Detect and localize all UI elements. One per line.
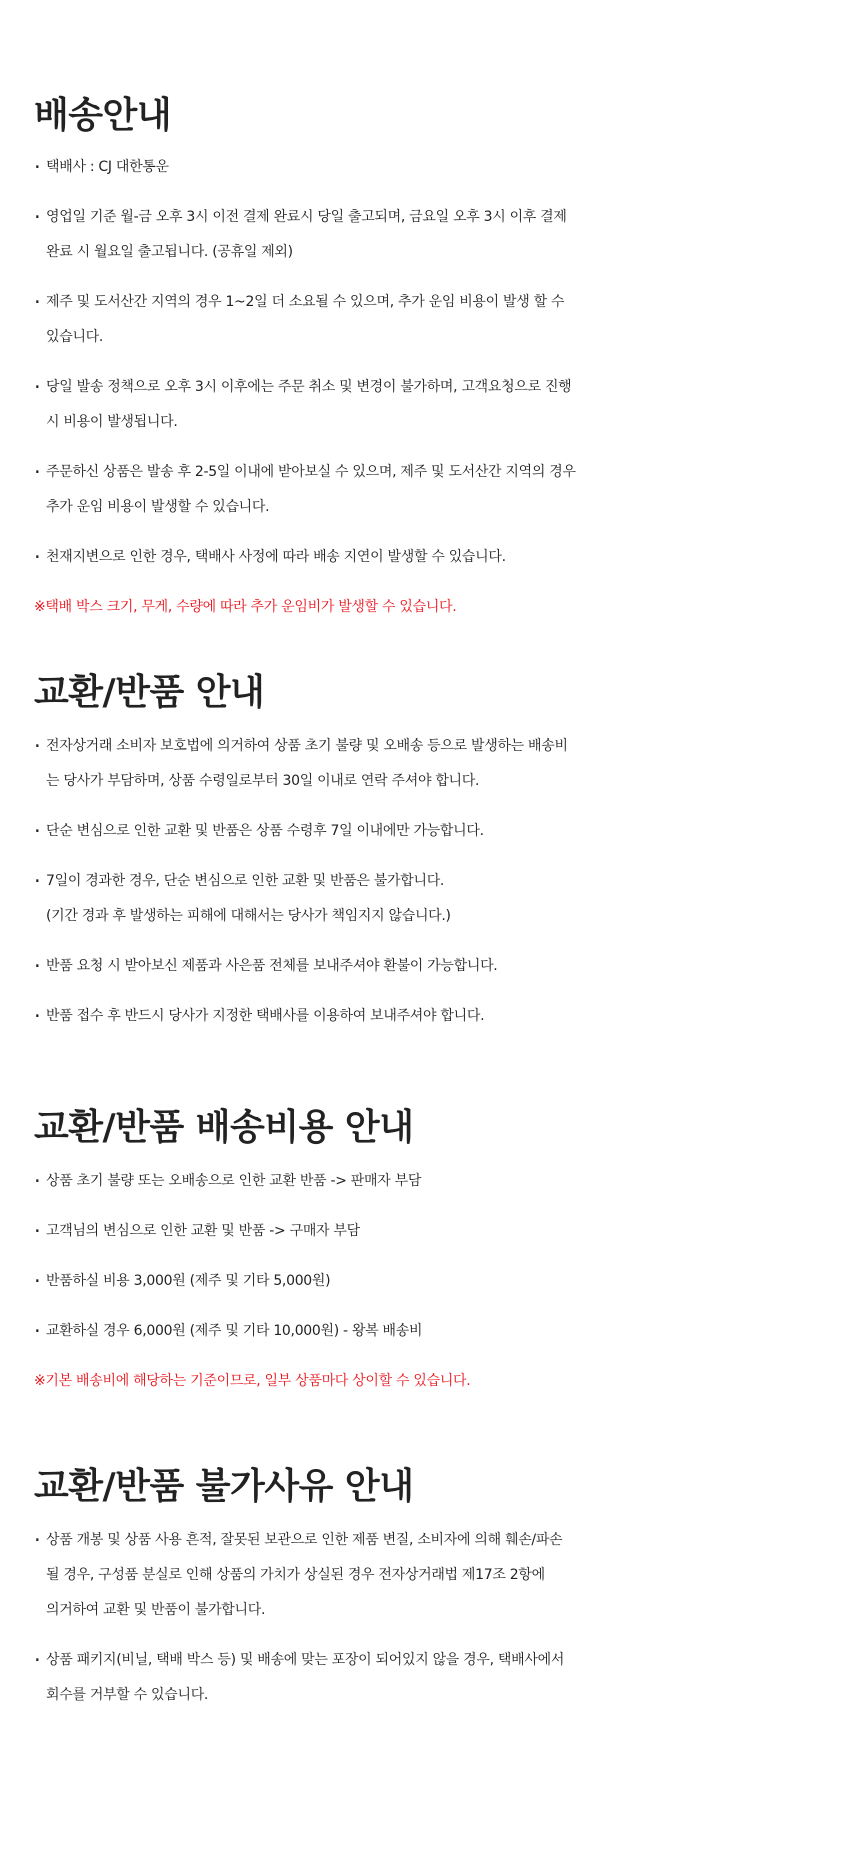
item-line: 될 경우, 구성품 분실로 인해 상품의 가치가 상실된 경우 전자상거래법 제17조 2항에: [46, 1567, 545, 1583]
list-item: [34, 285, 860, 355]
shipping-info-section: [34, 0, 860, 625]
item-line: · 택배사 : CJ 대한통운: [46, 159, 169, 175]
section-title: 교환/반품 배송비용 안내: [34, 1107, 414, 1148]
item-line: 는 당사가 부담하며, 상품 수령일로부터 30일 이내로 연락 주셔야 합니다.: [46, 773, 480, 789]
return-shipping-cost-list: [34, 1164, 860, 1349]
item-line: · 7일이 경과한 경우, 단순 변심으로 인한 교환 및 반품은 불가합니다.: [46, 873, 445, 889]
return-restriction-list: [34, 1523, 860, 1713]
shipping-info-list: [34, 150, 860, 575]
shipping-notice: ※택배 박스 크기, 무게, 수량에 따라 추가 운임비가 발생할 수 있습니다.: [34, 599, 457, 615]
item-line: · 당일 발송 정책으로 오후 3시 이후에는 주문 취소 및 변경이 불가하며, 고객요청으로 진행: [46, 379, 572, 395]
item-line: (기간 경과 후 발생하는 피해에 대해서는 당사가 책임지지 않습니다.): [46, 908, 451, 924]
item-line: · 상품 개봉 및 상품 사용 흔적, 잘못된 보관으로 인한 제품 변질, 소비자에 의해 훼손/파손: [46, 1532, 563, 1548]
item-line: 의거하여 교환 및 반품이 불가합니다.: [46, 1602, 266, 1618]
section-title: 교환/반품 안내: [34, 672, 265, 713]
list-item: [34, 540, 860, 575]
list-item: [34, 1214, 860, 1249]
list-item: [34, 1643, 860, 1713]
list-item: [34, 814, 860, 849]
exchange-return-section: [34, 669, 860, 1034]
shipping-cost-notice: ※기본 배송비에 해당하는 기준이므로, 일부 상품마다 상이할 수 있습니다.: [34, 1373, 471, 1389]
section-title: 배송안내: [34, 95, 172, 136]
list-item: [34, 729, 860, 799]
item-line: 완료 시 월요일 출고됩니다. (공휴일 제외): [46, 244, 293, 260]
item-line: · 상품 패키지(비닐, 택배 박스 등) 및 배송에 맞는 포장이 되어있지 않을 경우, 택배사에서: [46, 1652, 565, 1668]
list-item: [34, 1264, 860, 1299]
section-title: 교환/반품 불가사유 안내: [34, 1466, 414, 1507]
list-item: [34, 949, 860, 984]
list-item: [34, 455, 860, 525]
list-item: [34, 1164, 860, 1199]
item-line: · 고객님의 변심으로 인한 교환 및 반품 -> 구매자 부담: [46, 1223, 360, 1239]
item-line: · 상품 초기 불량 또는 오배송으로 인한 교환 반품 -> 판매자 부담: [46, 1173, 422, 1189]
list-item: [34, 1314, 860, 1349]
item-line: · 반품 접수 후 반드시 당사가 지정한 택배사를 이용하여 보내주셔야 합니다.: [46, 1008, 485, 1024]
item-line: · 영업일 기준 월-금 오후 3시 이전 결제 완료시 당일 출고되며, 금요일 오후 3시 이후 결제: [46, 209, 567, 225]
exchange-return-list: [34, 729, 860, 1034]
item-line: · 천재지변으로 인한 경우, 택배사 사정에 따라 배송 지연이 발생할 수 있습니다.: [46, 549, 506, 565]
list-item: [34, 864, 860, 934]
return-restriction-section: [34, 1463, 860, 1713]
item-line: 추가 운임 비용이 발생할 수 있습니다.: [46, 499, 270, 515]
item-line: · 주문하신 상품은 발송 후 2-5일 이내에 받아보실 수 있으며, 제주 및 도서산간 지역의 경우: [46, 464, 576, 480]
list-item: [34, 999, 860, 1034]
item-line: 있습니다.: [46, 329, 104, 345]
item-line: 시 비용이 발생됩니다.: [46, 414, 178, 430]
item-line: · 교환하실 경우 6,000원 (제주 및 기타 10,000원) - 왕복 배송비: [46, 1323, 423, 1339]
item-line: · 제주 및 도서산간 지역의 경우 1~2일 더 소요될 수 있으며, 추가 운임 비용이 발생 할 수: [46, 294, 565, 310]
list-item: [34, 370, 860, 440]
list-item: [34, 150, 860, 185]
list-item: [34, 200, 860, 270]
item-line: · 반품하실 비용 3,000원 (제주 및 기타 5,000원): [46, 1273, 331, 1289]
return-shipping-cost-section: [34, 1104, 860, 1399]
list-item: [34, 1523, 860, 1628]
item-line: · 단순 변심으로 인한 교환 및 반품은 상품 수령후 7일 이내에만 가능합니다.: [46, 823, 484, 839]
item-line: 회수를 거부할 수 있습니다.: [46, 1687, 209, 1703]
item-line: · 전자상거래 소비자 보호법에 의거하여 상품 초기 불량 및 오배송 등으로 발생하는 배송비: [46, 738, 568, 754]
item-line: · 반품 요청 시 받아보신 제품과 사은품 전체를 보내주셔야 환불이 가능합니다.: [46, 958, 498, 974]
